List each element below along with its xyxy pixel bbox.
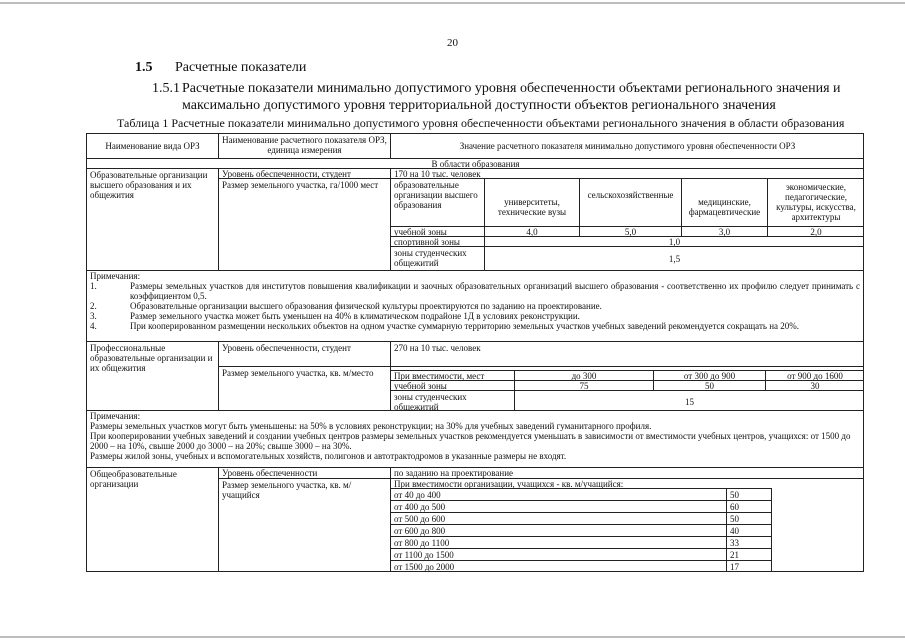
scan-edge-bottom — [0, 636, 905, 638]
block3-range-cell: от 600 до 800 — [390, 524, 726, 536]
block3-level-label: Уровень обеспеченности — [218, 468, 390, 478]
block1-subheader: образовательные организации высшего образования — [390, 178, 484, 226]
block1-study-value-medical: 3,0 — [681, 226, 767, 236]
notes2 — [87, 410, 863, 462]
block3-value-cell: 17 — [726, 560, 772, 572]
block2-study-value-upto300: 75 — [514, 380, 653, 390]
block2-col-900-1600: от 900 до 1600 — [765, 370, 864, 380]
notes1-item — [90, 321, 860, 331]
subsection-title-line1: Расчетные показатели минимально допустимого уровня обеспеченности объектами регионального значения и — [182, 81, 841, 96]
notes1-item — [90, 311, 860, 321]
notes2-line: Размеры жилой зоны, учебных и вспомогательных хозяйств, полигонов и автотрактодромов в указанные размеры не входят. — [90, 451, 567, 461]
table-block-professional — [86, 341, 864, 411]
header-col-indicator: Наименование расчетного показателя ОРЗ, единица измерения — [218, 134, 390, 158]
block3-type: Общеобразовательные организации — [90, 469, 177, 489]
section-row-education: В области образования — [87, 158, 864, 168]
block3-value-cell: 50 — [726, 512, 772, 524]
block2-level-value: 270 на 10 тыс. человек — [390, 342, 864, 366]
subsection-number: 1.5.1 — [152, 81, 180, 96]
block2-study-value-300-900: 50 — [653, 380, 765, 390]
section-title: Расчетные показатели — [175, 60, 307, 75]
notes1-item-text: При кооперированном размещении нескольких объектов на одном участке суммарную территорию земельных участков учебных заведений рекомендуется сокращать на 20%. — [130, 321, 800, 331]
notes1-item-number: 1. — [90, 281, 97, 291]
block3-area-label: Размер земельного участка, кв. м/учащийся — [218, 478, 390, 572]
block3-value-cell: 33 — [726, 536, 772, 548]
block1-study-zone-label: учебной зоны — [390, 226, 484, 236]
block1-col-agricultural: сельскохозяйственные — [579, 178, 681, 226]
block3-range-cell: от 40 до 400 — [390, 488, 726, 500]
block1-study-value-economic: 2,0 — [767, 226, 864, 236]
block3-range-cell: от 1500 до 2000 — [390, 560, 726, 572]
notes2-title: Примечания: — [90, 411, 141, 421]
table-block-general-education — [86, 467, 864, 572]
header-col-value: Значение расчетного показателя минимально допустимого уровня обеспеченности ОРЗ — [390, 134, 864, 158]
block3-range-cell: от 500 до 600 — [390, 512, 726, 524]
block2-type: Профессиональные образовательные организации и их общежития — [90, 343, 213, 373]
block1-dorm-zone-value: 1,5 — [484, 246, 864, 271]
block1-dorm-zone-label: зоны студенческих общежитий — [390, 246, 484, 271]
section-heading — [135, 60, 306, 76]
notes1-item-text: Размер земельного участка может быть уменьшен на 40% в климатическом подрайоне 1Д в условиях реконструкции. — [130, 311, 580, 321]
block2-level-label: Уровень обеспеченности, студент — [218, 342, 390, 366]
block2-capacity-label: При вместимости, мест — [390, 370, 514, 380]
notes1-item-number: 4. — [90, 321, 97, 331]
subsection-heading — [152, 80, 872, 114]
scan-edge-top — [0, 2, 905, 4]
block3-value-cell: 50 — [726, 488, 772, 500]
block1-type: Образовательные организации высшего образования и их общежития — [87, 168, 218, 271]
block2-study-value-900-1600: 30 — [765, 380, 864, 390]
table-caption: Таблица 1 Расчетные показатели минимально допустимого уровня обеспеченности объектами регионального значения в области образования — [117, 116, 845, 130]
block2-area-label: Размер земельного участка, кв. м/место — [218, 366, 390, 411]
notes1-item-text: Образовательные организации высшего образования физической культуры проектируются по заданию на проектирование. — [130, 301, 602, 311]
block1-sport-zone-label: спортивной зоны — [390, 236, 484, 246]
block2-dorm-zone-label: зоны студенческих общежитий — [390, 390, 514, 411]
block3-range-cell: от 400 до 500 — [390, 500, 726, 512]
block3-range-cell: от 800 до 1100 — [390, 536, 726, 548]
block1-study-value-agricultural: 5,0 — [579, 226, 681, 236]
block1-level-value: 170 на 10 тыс. человек — [390, 168, 864, 178]
notes1 — [87, 270, 863, 332]
block2-study-zone-label: учебной зоны — [390, 380, 514, 390]
notes1-item-text: Размеры земельных участков для институтов повышения квалификации и заочных образовательных организаций высшего образования - соответственно их профилю следует принимать с коэффициентом 0,5. — [130, 281, 860, 301]
notes-block-1 — [86, 270, 864, 342]
block1-sport-zone-value: 1,0 — [484, 236, 864, 246]
block1-level-label: Уровень обеспеченности, студент — [218, 168, 390, 178]
block1-study-value-universities: 4,0 — [484, 226, 579, 236]
block1-area-label: Размер земельного участка, га/1000 мест — [218, 178, 390, 271]
subsection-title-line2: максимально допустимого уровня территориальной доступности объектов регионального значения — [182, 98, 776, 113]
page-number: 20 — [447, 37, 458, 49]
notes2-line: Размеры земельных участков могут быть уменьшены: на 50% в условиях реконструкции; на 30% для учебных заведений гуманитарного профиля. — [90, 421, 652, 431]
table-block-higher-education — [86, 133, 864, 271]
block2-col-upto300: до 300 — [514, 370, 653, 380]
block1-col-economic: экономические, педагогические, культуры, искусства, архитектуры — [767, 178, 864, 226]
notes1-item — [90, 301, 860, 311]
notes1-item-number: 3. — [90, 311, 97, 321]
block3-range-cell: от 1100 до 1500 — [390, 548, 726, 560]
block2-dorm-zone-value: 15 — [514, 390, 864, 411]
block1-col-medical: медицинские, фармацевтические — [681, 178, 767, 226]
section-number: 1.5 — [135, 60, 153, 75]
block3-value-cell: 60 — [726, 500, 772, 512]
notes2-line: При кооперировании учебных заведений и создании учебных центров размеры земельных участков рекомендуется уменьшать в зависимости от вместимости учебных центров, учащихся: от 1500 до 2000 – на 10%, свыше 2000 до 3000 – на 20%; свыше 3000 – на 30%. — [90, 431, 851, 451]
notes1-item-number: 2. — [90, 301, 97, 311]
block1-col-universities: университеты, технические вузы — [484, 178, 579, 226]
block2-col-300-900: от 300 до 900 — [653, 370, 765, 380]
header-col-type: Наименование вида ОРЗ — [105, 141, 200, 151]
block3-capacity-label: При вместимости организации, учащихся - кв. м/учащийся: — [390, 478, 864, 488]
block3-value-cell: 21 — [726, 548, 772, 560]
block3-value-cell: 40 — [726, 524, 772, 536]
block3-level-value: по заданию на проектирование — [390, 468, 864, 478]
notes-block-2 — [86, 410, 864, 468]
notes1-item — [90, 281, 860, 301]
notes1-title: Примечания: — [90, 271, 141, 281]
